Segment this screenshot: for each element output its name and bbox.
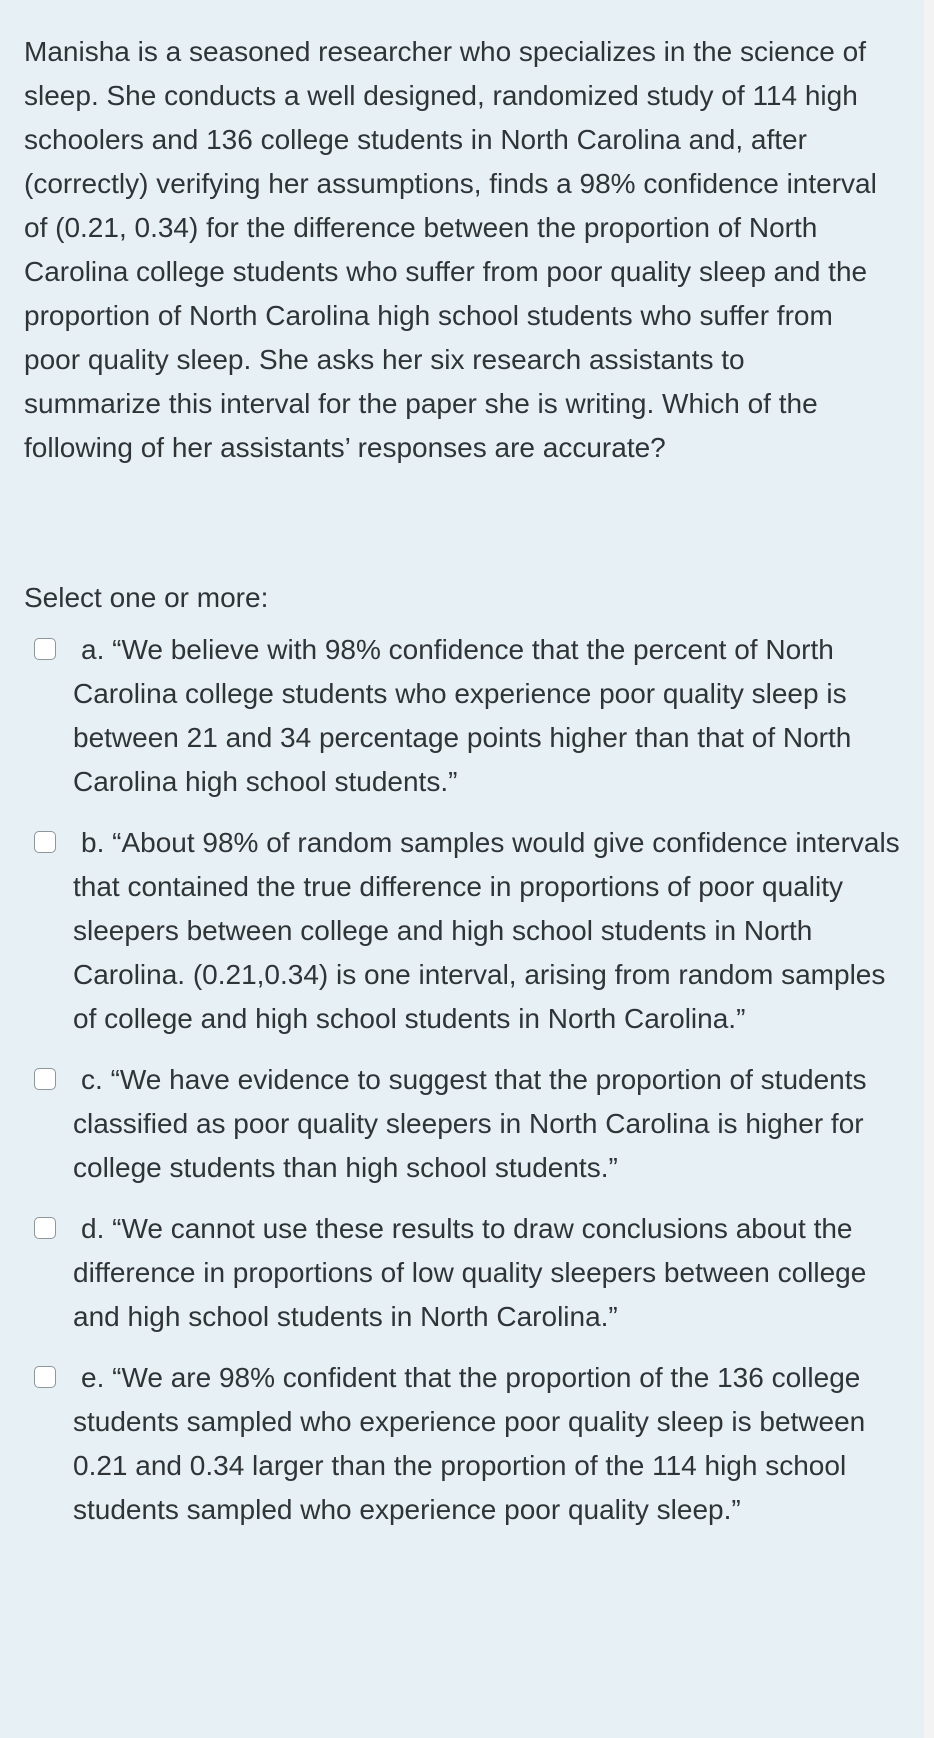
- answer-list: [24, 628, 900, 1532]
- select-prompt: Select one or more:: [24, 582, 269, 613]
- answer-option-d[interactable]: [24, 1207, 913, 1339]
- answer-option-c[interactable]: [24, 1058, 913, 1190]
- answer-letter-b: b.: [81, 827, 105, 858]
- answer-body-d: “We cannot use these results to draw conclusions about the difference in proportions of low quality sleepers between college and high school students in North Carolina.”: [73, 1213, 867, 1332]
- answer-letter-d: d.: [81, 1213, 105, 1244]
- answer-body-c: “We have evidence to suggest that the proportion of students classified as poor quality sleepers in North Carolina is higher for college students than high school students.”: [73, 1064, 867, 1183]
- answer-letter-a: a.: [81, 634, 105, 665]
- answer-text-a[interactable]: [73, 628, 913, 804]
- answer-body-b: “About 98% of random samples would give confidence intervals that contained the true difference in proportions of poor quality sleepers between college and high school students in North Carolina. (0.21,0.34) is one interval, arising from random samples of college and high school students in North Carolina.”: [73, 827, 900, 1034]
- answer-text-d[interactable]: [73, 1207, 913, 1339]
- answer-letter-e: e.: [81, 1362, 105, 1393]
- checkbox-a[interactable]: [34, 638, 56, 660]
- answer-option-b[interactable]: [24, 821, 913, 1041]
- answer-text-c[interactable]: [73, 1058, 913, 1190]
- answer-option-e[interactable]: [24, 1356, 913, 1532]
- question-text: Manisha is a seasoned researcher who specializes in the science of sleep. She conducts a well designed, randomized study of 114 high schoolers and 136 college students in North Carolina and, after (correctly) verifying her assumptions, finds a 98% confidence interval of (0.21, 0.34) for the difference between the proportion of North Carolina college students who suffer from poor quality sleep and the proportion of North Carolina high school students who suffer from poor quality sleep. She asks her six research assistants to summarize this interval for the paper she is writing. Which of the following of her assistants’ responses are accurate?: [24, 36, 877, 463]
- checkbox-e[interactable]: [34, 1366, 56, 1388]
- checkbox-d[interactable]: [34, 1217, 56, 1239]
- answer-option-a[interactable]: [24, 628, 913, 804]
- answer-body-a: “We believe with 98% confidence that the percent of North Carolina college students who experience poor quality sleep is between 21 and 34 percentage points higher than that of North Carolina high school students.”: [73, 634, 852, 797]
- checkbox-b[interactable]: [34, 831, 56, 853]
- answer-body-e: “We are 98% confident that the proportion of the 136 college students sampled who experience poor quality sleep is between 0.21 and 0.34 larger than the proportion of the 114 high school students sampled who experience poor quality sleep.”: [73, 1362, 866, 1525]
- checkbox-c[interactable]: [34, 1068, 56, 1090]
- answer-letter-c: c.: [81, 1064, 103, 1095]
- answer-text-b[interactable]: [73, 821, 913, 1041]
- answer-text-e[interactable]: [73, 1356, 913, 1532]
